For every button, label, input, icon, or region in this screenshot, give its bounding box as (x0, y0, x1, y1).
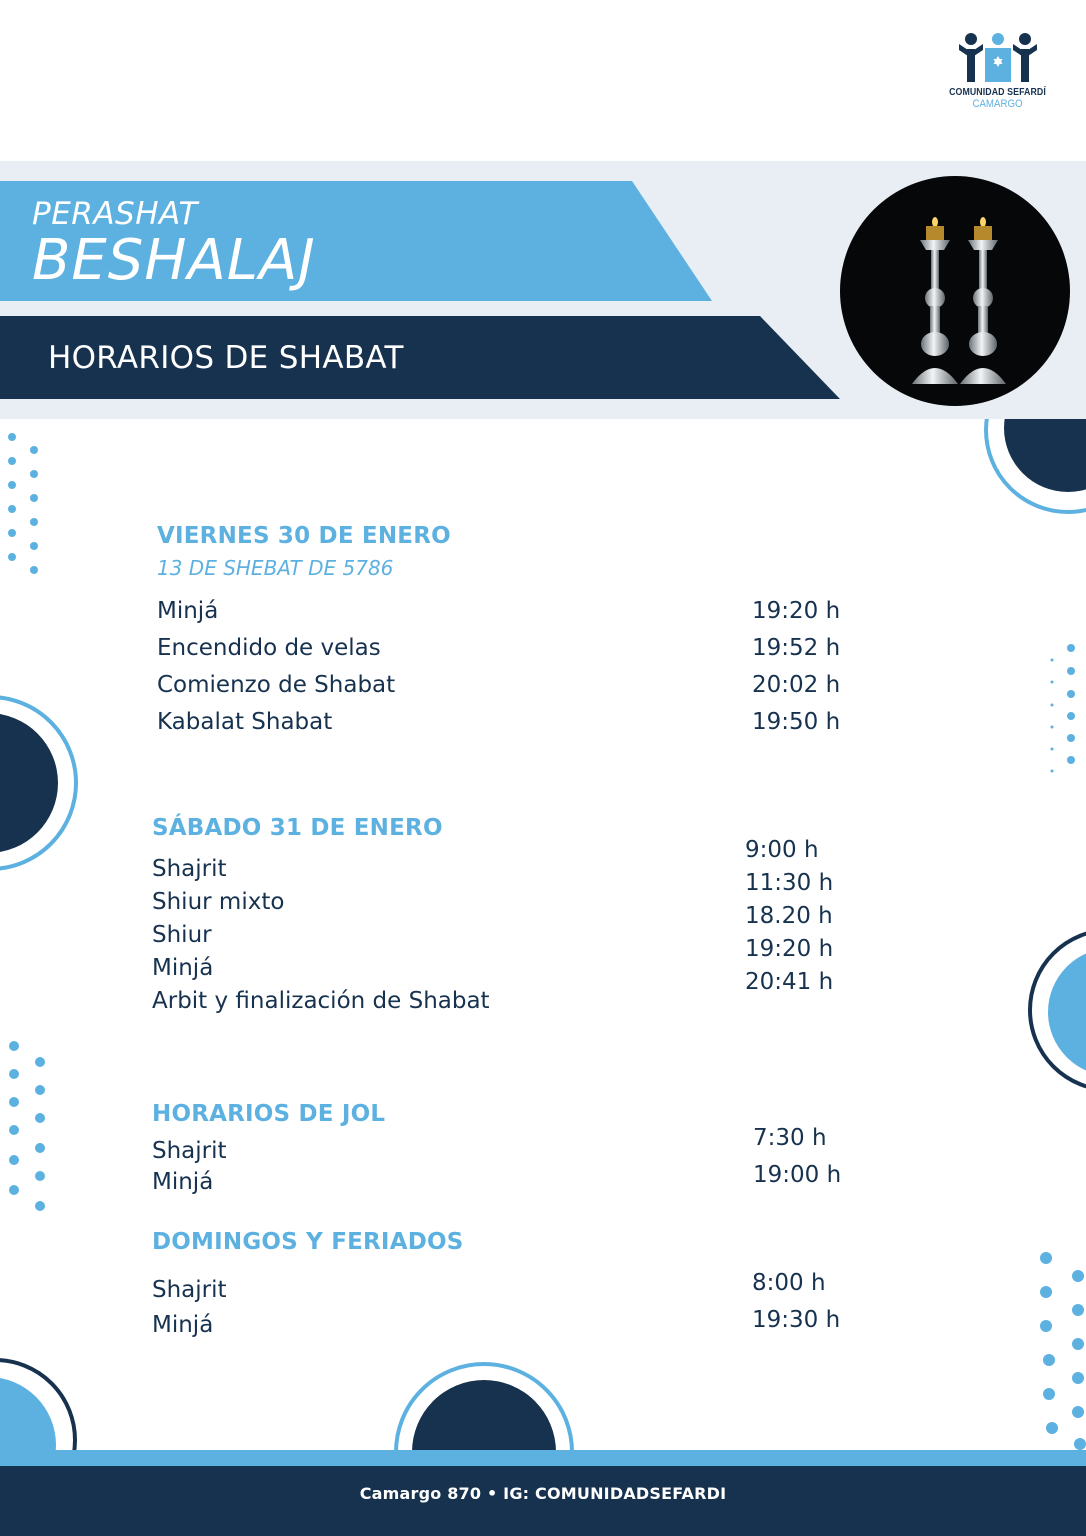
footer-accent-strip (0, 1450, 1086, 1466)
sabado-time: 11:30 h (745, 870, 834, 896)
jol-label: Minjá (152, 1169, 214, 1195)
parasha-name: BESHALAJ (32, 228, 316, 293)
sabado-label: Shajrit (152, 856, 227, 882)
shabbat-candlesticks-photo (840, 176, 1070, 406)
viernes-row-time: 20:02 h (752, 672, 841, 698)
sabado-time: 18.20 h (745, 903, 833, 929)
domingos-time: 8:00 h (752, 1270, 826, 1296)
viernes-row-label: Encendido de velas (157, 635, 381, 661)
perashat-label: PERASHAT (32, 196, 198, 232)
community-star-of-david-icon (957, 32, 1039, 84)
hebrew-date: 13 DE SHEBAT DE 5786 (157, 556, 394, 580)
jol-title: HORARIOS DE JOL (152, 1101, 386, 1127)
domingos-title: DOMINGOS Y FERIADOS (152, 1229, 464, 1255)
sabado-time: 9:00 h (745, 837, 819, 863)
sabado-time: 19:20 h (745, 936, 834, 962)
viernes-row-label: Comienzo de Shabat (157, 672, 396, 698)
sabado-time: 20:41 h (745, 969, 834, 995)
viernes-row-label: Minjá (157, 598, 219, 624)
jol-time: 19:00 h (753, 1162, 842, 1188)
jol-label: Shajrit (152, 1138, 227, 1164)
sabado-label: Arbit y finalización de Shabat (152, 988, 490, 1014)
sabado-title: SÁBADO 31 DE ENERO (152, 815, 443, 841)
logo-name: COMUNIDAD SEFARDÍ (949, 87, 1046, 98)
domingos-label: Minjá (152, 1312, 214, 1338)
footer-address: Camargo 870 • IG: COMUNIDADSEFARDI (359, 1484, 727, 1503)
viernes-row-time: 19:52 h (752, 635, 841, 661)
sabado-label: Shiur mixto (152, 889, 285, 915)
sabado-label: Minjá (152, 955, 214, 981)
logo-location: CAMARGO (972, 98, 1023, 110)
candlesticks-illustration (840, 176, 1070, 406)
viernes-title: VIERNES 30 DE ENERO (157, 523, 451, 549)
viernes-row-time: 19:20 h (752, 598, 841, 624)
logo (940, 32, 1055, 110)
domingos-time: 19:30 h (752, 1307, 841, 1333)
banner-subtitle: HORARIOS DE SHABAT (48, 340, 404, 376)
viernes-row-time: 19:50 h (752, 709, 841, 735)
domingos-label: Shajrit (152, 1277, 227, 1303)
jol-time: 7:30 h (753, 1125, 827, 1151)
sabado-label: Shiur (152, 922, 212, 948)
viernes-row-label: Kabalat Shabat (157, 709, 333, 735)
